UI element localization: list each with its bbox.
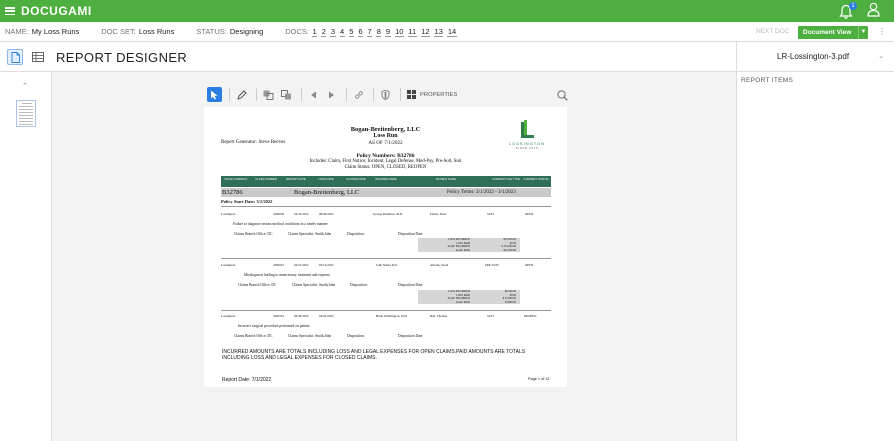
claim-status-line: Claim Status: OPEN, CLOSED, REOPEN: [344, 165, 427, 170]
table-header: [221, 176, 551, 187]
claim-report-date: 04/10/2022: [294, 212, 309, 216]
claim-company: Lossington: [221, 212, 236, 216]
grid-icon: [407, 90, 416, 99]
claim-description: Incorrect surgical procedure performed on patient.: [238, 324, 311, 328]
policy-start: Policy Start Date: 3/1/2022: [221, 199, 273, 204]
claim-patient: Ball, Thomas: [430, 314, 448, 318]
shield-icon: [381, 90, 390, 100]
table-icon: [32, 52, 44, 62]
document-page[interactable]: [204, 107, 567, 387]
report-items-pane: [736, 72, 894, 441]
amount-value: $ 35,000.00: [502, 297, 516, 301]
next-button[interactable]: [324, 87, 339, 102]
copy-icon: [263, 90, 274, 100]
claim-status: OPEN: [525, 263, 534, 267]
claim-specialist: Claims Specialist: Smith,John: [288, 334, 332, 338]
paste-region-button[interactable]: [279, 87, 294, 102]
doc-link[interactable]: 7: [367, 26, 372, 36]
claim-status: OPEN: [525, 212, 534, 216]
pdf-file-select[interactable]: [736, 42, 894, 71]
claim-number: 3482002: [273, 212, 285, 216]
claim-disposition-date: Disposition Date:: [398, 232, 424, 236]
amount-label: ALAE INCURRED: [447, 245, 470, 249]
page-indicator: Page 1 of 12: [528, 377, 550, 381]
col-header: PATIENT NAME: [435, 177, 457, 181]
status-label: STATUS:: [196, 27, 227, 36]
amount-label: ALAE PAID: [455, 300, 470, 304]
top-bar: [0, 0, 894, 22]
report-date: Report Date: 7/1/2022: [222, 377, 272, 383]
doc-link[interactable]: 10: [395, 26, 404, 36]
policy-terms: Policy Terms: 3/1/2022 - 3/1/2023: [447, 189, 516, 195]
claim-specialist: Claims Specialist: Smith,John: [292, 283, 336, 287]
claim-report-date: 04/01/2022: [294, 263, 309, 267]
doc-link[interactable]: 6: [358, 26, 363, 36]
more-options-icon[interactable]: ⋮: [878, 27, 886, 36]
docs-number-list: [312, 27, 457, 37]
claim-branch: Claims Branch Office: DC: [234, 232, 273, 236]
amount-value: $41,000.00: [503, 248, 516, 252]
name-label: NAME:: [5, 27, 29, 36]
claim-disposition: Disposition:: [347, 232, 365, 236]
report-generator: Report Generator: Steve Reeves: [221, 140, 286, 145]
arrow-right-icon: [328, 91, 335, 99]
claim-description: Misdiagnosis leading to unnecessary treatment and expense: [244, 273, 330, 277]
table-view-toggle[interactable]: [30, 49, 46, 65]
document-view-label: Document View: [803, 29, 852, 36]
disclaimer-text: INCURRED AMOUNTS ARE TOTALS INCLUDING LOSS AND LEGAL EXPENSES FOR OPEN CLAIMS.PAID AMOUNTS ARE TOTALS INCLUDING LOSS AND LEGAL EXPENSES FOR CLOSED CLAIMS.: [222, 349, 526, 361]
amount-label: ALAE PAID: [455, 248, 470, 252]
claim-type: SUIT: [487, 314, 495, 318]
chevron-down-icon[interactable]: ▼: [858, 26, 868, 39]
col-header: [461, 176, 491, 187]
claim-loss-date: 09/09/2022: [319, 212, 334, 216]
claim-insured: Brian Ummington, M.D.: [376, 314, 408, 318]
report-items-label: REPORT ITEMS: [741, 77, 794, 84]
doc-link[interactable]: 14: [447, 26, 457, 36]
user-account-icon[interactable]: [867, 2, 880, 22]
col-header: CURRENT FILE TYPE: [491, 177, 521, 181]
policy-name: Bogan-Breitenberg, LLC: [294, 189, 360, 196]
amount-value: $35,000.00: [503, 238, 516, 241]
document-view-button[interactable]: [798, 26, 868, 39]
doc-link[interactable]: 8: [376, 26, 381, 36]
designer-toolbar: [207, 85, 457, 104]
col-header: CLOSED DATE: [346, 177, 366, 181]
doc-company: Bogan-Breitenberg, LLC: [350, 126, 421, 133]
col-header: CURRENT STATUS: [523, 177, 549, 181]
policy-number: B32786: [222, 189, 243, 196]
amount-label: ALAE INCURRED: [447, 297, 470, 301]
claim-disposition-date: Disposition Date:: [398, 283, 424, 287]
document-view-toggle[interactable]: [7, 49, 23, 65]
claim-disposition-date: Disposition Date:: [398, 334, 424, 338]
previous-button[interactable]: [306, 87, 321, 102]
layers-icon: [281, 90, 292, 100]
doc-link[interactable]: 13: [434, 26, 443, 36]
draw-tool-button[interactable]: [234, 87, 249, 102]
claim-amounts: [418, 290, 520, 304]
amount-value: $0.00: [509, 293, 516, 297]
doc-link[interactable]: 11: [408, 26, 417, 36]
claim-company: Lossington: [221, 314, 236, 318]
link-button[interactable]: [351, 87, 366, 102]
arrow-left-icon: [310, 91, 317, 99]
docset-label: DOC SET:: [101, 27, 136, 36]
col-header: REPORT DATE: [286, 177, 306, 181]
col-header: INSURED NAME: [375, 177, 397, 181]
claim-description: Failure to diagnose serious medical conditions in a timely manner: [233, 222, 328, 226]
doc-title: Loss Run: [373, 133, 398, 139]
pdf-file-name: LR-Lossington-3.pdf: [777, 52, 850, 61]
doc-link[interactable]: 4: [340, 26, 345, 36]
select-tool-button[interactable]: [207, 87, 222, 102]
page-thumbnail[interactable]: [16, 100, 36, 127]
includes-line: Includes: Claim, First Notice, Incident, Legal Defense, Med-Pay, Pre-Suit, Suit: [309, 159, 462, 164]
claim-status: REOPEN: [524, 314, 537, 318]
notification-count-badge: 1: [849, 2, 857, 10]
docs-label: DOCS:: [285, 27, 310, 36]
hamburger-menu-icon[interactable]: [5, 7, 15, 15]
amount-value: $0.00: [509, 241, 516, 245]
claim-specialist: Claims Specialist: Smith,John: [288, 232, 332, 236]
amount-label: LOSS INCURRED: [448, 290, 470, 293]
claim-branch: Claims Branch Office: DC: [238, 283, 277, 287]
amount-label: LOSS INCURRED: [448, 238, 470, 241]
chevron-up-icon[interactable]: ⌃: [22, 83, 28, 90]
amount-value: $ 155,000.00: [501, 245, 516, 249]
page-thumbnail-pane: [0, 72, 52, 441]
logo-subtext: SINCE 2025: [515, 147, 539, 150]
properties-button[interactable]: [407, 90, 457, 99]
next-doc-button[interactable]: NEXT DOC: [756, 28, 790, 35]
copy-region-button[interactable]: [261, 87, 276, 102]
claim-loss-date: 03/14/2022: [319, 263, 334, 267]
claim-loss-date: 04/03/2022: [319, 314, 334, 318]
doc-as-of: AS OF 7/1/2022: [368, 140, 403, 146]
title-bar: [0, 42, 894, 72]
claim-type: SUIT: [487, 212, 495, 216]
amount-value: $6,500.00: [504, 290, 516, 293]
name-value[interactable]: My Loss Runs: [31, 27, 80, 36]
chevron-down-icon: ⌄: [878, 53, 884, 60]
claim-report-date: 06/28/2022: [294, 314, 309, 318]
claim-patient: Parker, Peter: [430, 212, 447, 216]
properties-label: PROPERTIES: [420, 91, 458, 98]
notification-bell-icon[interactable]: [839, 4, 853, 20]
search-icon[interactable]: [557, 88, 568, 106]
link-icon: [354, 90, 364, 100]
claim-number: 3469791: [273, 314, 285, 318]
shield-button[interactable]: [378, 87, 393, 102]
claim-amounts: [418, 238, 520, 252]
brand-logo[interactable]: DOCUGAMI: [21, 4, 92, 18]
col-header: LOSS DATE: [318, 177, 334, 181]
claim-insured: George Kuehlow, M.D: [373, 212, 403, 216]
status-value: Designing: [229, 27, 264, 36]
doc-link[interactable]: 1: [312, 26, 317, 36]
doc-link[interactable]: 3: [330, 26, 336, 36]
doc-link[interactable]: 12: [421, 26, 430, 36]
col-header: ISSUE COMPANY: [224, 177, 248, 181]
docset-value[interactable]: Loss Runs: [138, 27, 175, 36]
claim-disposition: Disposition:: [350, 283, 368, 287]
claim-branch: Claims Branch Office: DC: [234, 334, 273, 338]
doc-link[interactable]: 2: [321, 26, 326, 36]
project-info-bar: [0, 22, 894, 42]
logo-text: LOSSINGTON: [508, 141, 546, 146]
doc-link[interactable]: 5: [349, 26, 354, 36]
col-header: [401, 176, 431, 187]
claim-company: Lossington: [221, 263, 236, 267]
amount-label: LOSS PAID: [456, 293, 470, 297]
col-header: CLAIM NUMBER: [255, 177, 277, 181]
claim-type: PRE-SUIT: [485, 263, 499, 267]
amount-value: $3,889.00: [504, 300, 516, 304]
cursor-icon: [210, 90, 219, 100]
claim-disposition: Disposition:: [347, 334, 365, 338]
amount-label: LOSS PAID: [456, 241, 470, 245]
pencil-icon: [237, 90, 247, 100]
claim-number: 3482001: [273, 263, 285, 267]
policy-band: [221, 188, 551, 197]
page-title: REPORT DESIGNER: [56, 50, 188, 65]
document-icon: [11, 52, 20, 63]
doc-link[interactable]: 9: [385, 26, 391, 36]
claim-patient: Allsom, Sarah: [430, 263, 449, 267]
claim-insured: John Nattin D.O.: [376, 263, 398, 267]
policy-numbers: Policy Numbers: B32786: [356, 153, 415, 159]
